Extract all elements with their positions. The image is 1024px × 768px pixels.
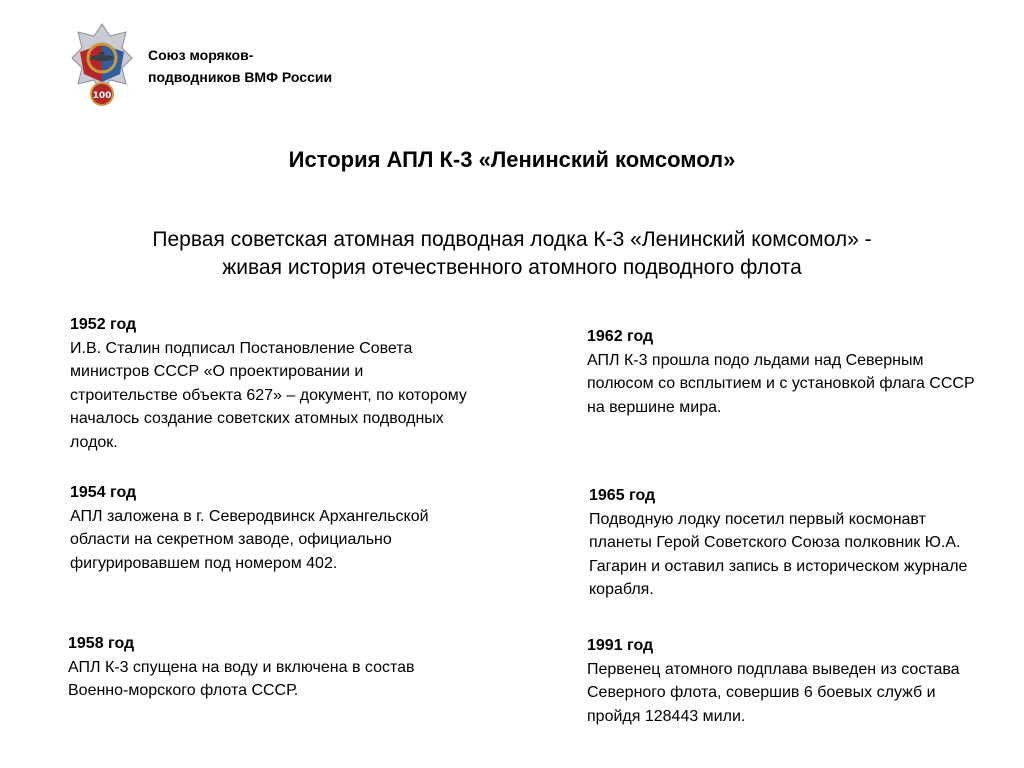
event-year: 1952 год (70, 316, 137, 333)
timeline-event-1991 (587, 634, 987, 728)
timeline-event-1962 (587, 325, 987, 419)
org-emblem-logo (70, 22, 134, 110)
timeline-event-1965 (589, 484, 989, 602)
emblem-icon (70, 22, 134, 110)
event-description: Подводную лодку посетил первый космонавт планеты Герой Советского Союза полковник Ю.А. Гагарин и оставил запись в историческом журнале корабля. (589, 510, 968, 598)
subtitle-line1: Первая советская атомная подводная лодка К-3 «Ленинский комсомол» - (152, 228, 872, 251)
org-name-line2: подводников ВМФ России (148, 69, 333, 85)
event-year: 1954 год (70, 484, 137, 501)
timeline-event-1958 (68, 632, 468, 703)
timeline-event-1952 (70, 313, 470, 454)
event-year: 1991 год (587, 637, 654, 654)
page-subtitle (80, 226, 944, 282)
event-year: 1962 год (587, 328, 654, 345)
timeline-event-1954 (70, 481, 450, 575)
page-title: История АПЛ К-3 «Ленинский комсомол» (288, 147, 736, 172)
subtitle-line2: живая история отечественного атомного подводного флота (222, 256, 802, 279)
org-name-line1: Союз моряков- (148, 47, 254, 63)
event-year: 1958 год (68, 635, 135, 652)
badge-text: 100 (92, 91, 112, 101)
event-description: АПЛ К-3 прошла подо льдами над Северным полюсом со всплытием и с установкой флага СССР на вершине мира. (587, 351, 975, 416)
event-description: АПЛ К-3 спущена на воду и включена в состав Военно-морского флота СССР. (68, 658, 415, 699)
event-description: Первенец атомного подплава выведен из состава Северного флота, совершив 6 боевых служб и пройдя 128443 мили. (587, 660, 960, 725)
org-name (148, 44, 388, 88)
event-description: И.В. Сталин подписал Постановление Совета министров СССР «О проектировании и строительстве объекта 627» – документ, по которому началось создание советских атомных подводных лодок. (70, 339, 467, 451)
event-year: 1965 год (589, 487, 656, 504)
event-description: АПЛ заложена в г. Северодвинск Архангельской области на секретном заводе, официально фигурировавшем под номером 402. (70, 507, 429, 572)
